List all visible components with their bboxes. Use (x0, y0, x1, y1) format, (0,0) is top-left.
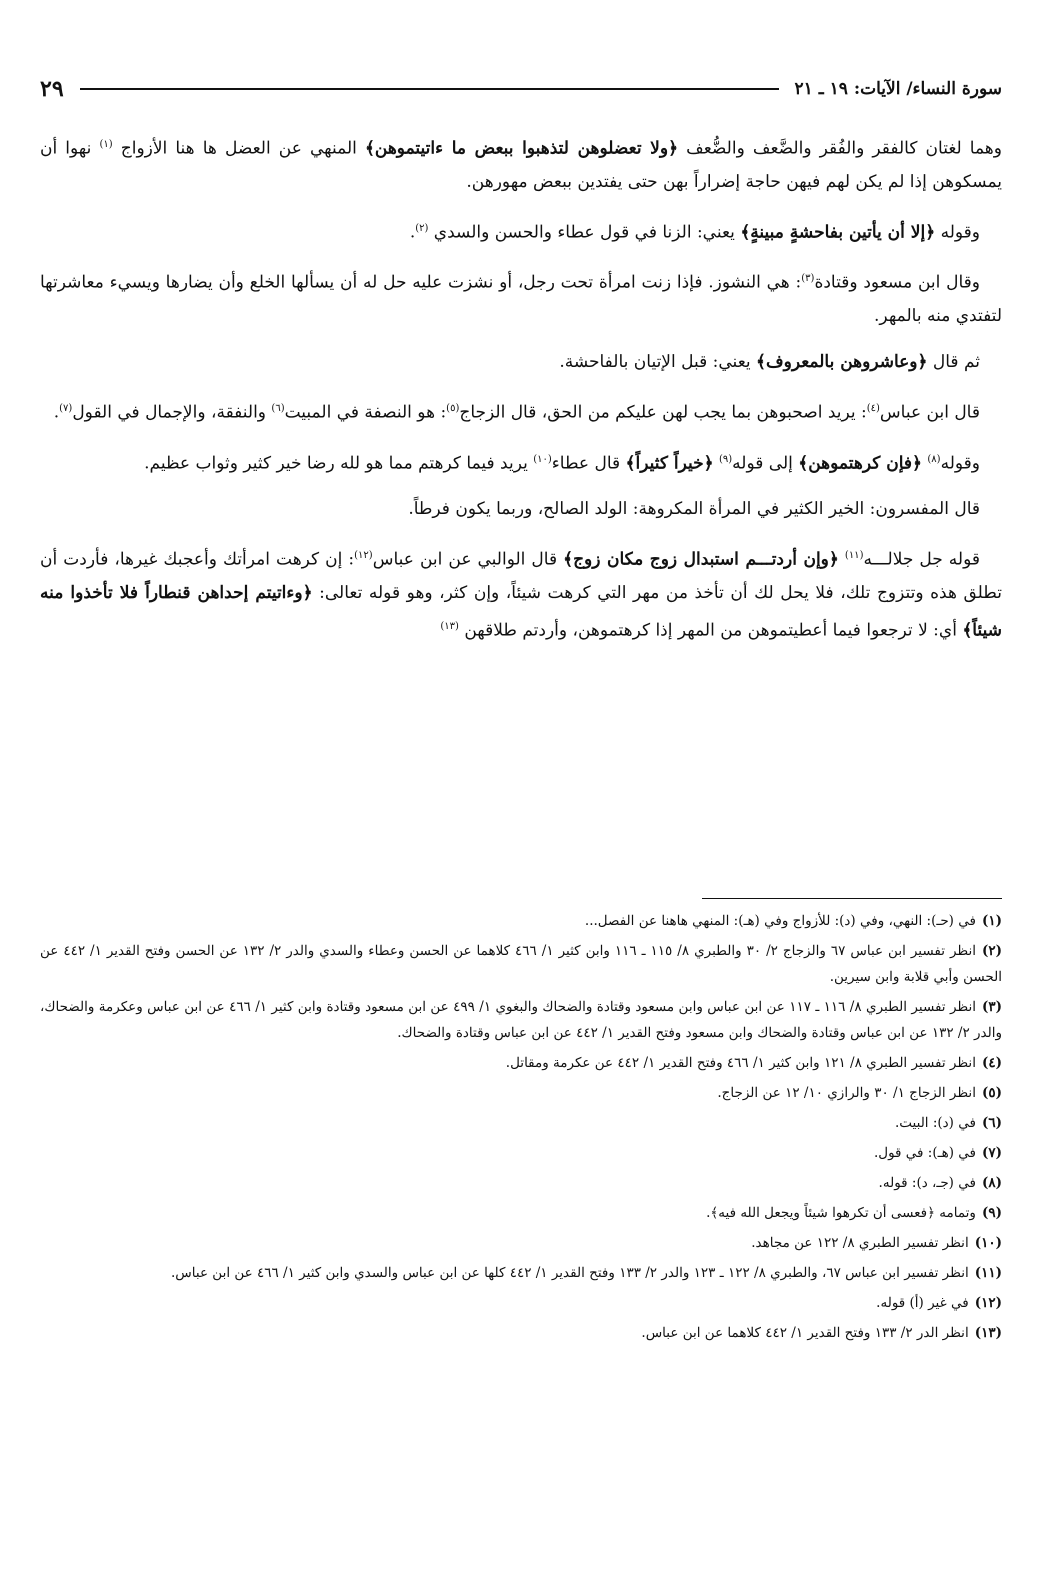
footnote-ref: (٥) (446, 402, 460, 414)
footnote-separator (702, 898, 1002, 899)
text-run: : يريد اصحبوهن بما يجب لهن عليكم من الحق، قال الزجاج (459, 402, 867, 423)
text-run: قال الوالبي عن ابن عباس (372, 549, 564, 570)
footnote-ref: (١٢) (354, 550, 373, 562)
text-run: قوله جل جلالـــه (863, 549, 981, 570)
text-run: . (409, 222, 416, 243)
quran-quote: ﴿إلا أن يأتين بفاحشةٍ مبينةٍ﴾ (740, 222, 936, 243)
footnote (40, 1050, 1002, 1076)
main-text (40, 128, 1002, 661)
quran-quote: ﴿فإن كرهتموهن﴾ (798, 453, 922, 474)
text-run: إلى قوله (732, 453, 799, 474)
text-run: قال المفسرون: الخير الكثير في المرأة المكروهة: الولد الصالح، وربما يكون فرطاً. (408, 499, 980, 520)
footnote-text: انظر تفسير الطبري ٨/ ١٢٢ عن مجاهد. (751, 1235, 969, 1251)
footnote-text: في (د): البيت. (895, 1115, 976, 1131)
text-run: : إن كرهت امرأتك وأعجبك غيرها، فأردت أن تطلق هذه وتتزوج تلك، فلا يحل لك أن تأخذ من مهر التي كرهت شيئاً، وإن كثر، وهو قوله تعالى: (40, 549, 1002, 603)
footnote-number: (٤) (981, 1055, 1002, 1071)
footnote-text: في (جـ، د): قوله. (878, 1175, 976, 1191)
quran-quote: ﴿ولا تعضلوهن لتذهبوا ببعض ما ءاتيتموهن﴾ (364, 138, 679, 159)
text-run: والنفقة، والإجمال في القول (72, 402, 272, 423)
footnote (40, 938, 1002, 990)
header-rule (80, 88, 779, 90)
paragraph (40, 443, 1002, 481)
footnote-ref: (٨) (927, 453, 941, 465)
book-page (40, 0, 1002, 1579)
footnote-text: انظر تفسير ابن عباس ٦٧، والطبري ٨/ ١٢٢ ـ ١٢٣ والدر ٢/ ١٣٣ وفتح القدير ١/ ٤٤٢ كلها عن ابن عباس والسدي وابن كثير ١/ ٤٦٦ عن ابن عباس. (170, 1265, 969, 1281)
footnote (40, 1140, 1002, 1166)
quran-quote: ﴿وإن أردتـــم استبدال زوج مكان زوج﴾ (563, 549, 839, 570)
footnotes (40, 908, 1002, 1350)
footnote-text: انظر الزجاج ١/ ٣٠ والرازي ١٠/ ١٢ عن الزجاج. (717, 1085, 976, 1101)
footnote (40, 1230, 1002, 1256)
footnote-text: في (حـ): النهي، وفي (د): للأزواج وفي (هـ): المنهي هاهنا عن الفصل... (584, 913, 976, 929)
text-run: المنهي عن العضل ها هنا الأزواج (112, 138, 365, 159)
paragraph (40, 539, 1002, 647)
footnote-ref: (٧) (59, 402, 73, 414)
footnote-text: في (هـ): في قول. (873, 1145, 976, 1161)
footnote-number: (٣) (981, 999, 1003, 1015)
footnote (40, 1110, 1002, 1136)
text-run: : هي النشوز. فإذا زنت امرأة تحت رجل، أو نشزت عليه حل له أن يسألها الخلع وأن يضارها ويسيء معاشرتها لتفتدي منه بالمهر. (40, 272, 1002, 326)
footnote-ref: (٢) (415, 222, 429, 234)
footnote-number: (٧) (981, 1145, 1002, 1161)
text-run: ثم قال (927, 351, 980, 372)
footnote-ref: (٤) (866, 402, 880, 414)
footnote (40, 908, 1002, 934)
text-run: . (53, 402, 60, 423)
text-run: نهوا أن يمسكوهن إذا لم يكن لهم فيهن حاجة إضراراً بهن حتى يفتدين ببعض مهورهن. (40, 138, 1002, 192)
footnote-number: (٥) (981, 1085, 1002, 1101)
footnote-ref: (١٣) (440, 620, 459, 632)
page-header (40, 72, 1002, 106)
footnote-ref: (٦) (271, 402, 285, 414)
text-run: يعني: قبل الإتيان بالفاحشة. (559, 351, 757, 372)
text-run: قال ابن عباس (879, 402, 980, 423)
footnote-ref: (٣) (801, 273, 815, 285)
footnote-text: انظر تفسير ابن عباس ٦٧ والزجاج ٢/ ٣٠ والطبري ٨/ ١١٥ ـ ١١٦ وابن كثير ١/ ٤٦٦ كلاهما عن الحسن وعطاء والسدي والدر ٢/ ١٣٢ عن الحسن وفتح القدير ١/ ٤٤٢ عن الحسن وأبي قلابة وابن سيرين. (40, 943, 1002, 985)
footnote-number: (٩) (981, 1205, 1002, 1221)
text-run: يريد فيما كرهتم مما هو لله رضا خير كثير وثواب عظيم. (144, 453, 534, 474)
footnote (40, 1200, 1002, 1226)
paragraph (40, 128, 1002, 199)
text-run: وهما لغتان كالفقر والفُقر والضَّعف والضُّعف (678, 138, 1002, 159)
footnote-text: في غير (أ) قوله. (876, 1295, 969, 1311)
footnote-number: (١) (981, 913, 1002, 929)
text-run: يعني: الزنا في قول عطاء والحسن والسدي (428, 222, 741, 243)
footnote-number: (١١) (974, 1265, 1002, 1281)
footnote-number: (١٢) (974, 1295, 1002, 1311)
footnote (40, 1290, 1002, 1316)
footnote (40, 994, 1002, 1046)
footnote-ref: (١٠) (533, 453, 552, 465)
footnote-number: (١٠) (974, 1235, 1002, 1251)
footnote (40, 1170, 1002, 1196)
footnote-number: (٨) (981, 1175, 1002, 1191)
paragraph (40, 392, 1002, 430)
footnote-text: انظر تفسير الطبري ٨/ ١١٦ ـ ١١٧ عن ابن عباس وابن مسعود وقتادة والضحاك والبغوي ١/ ٤٩٩ عن ابن مسعود وقتادة وابن كثير ١/ ٤٦٦ عن ابن عباس وعكرمة والضحاك، والدر ٢/ ١٣٢ عن ابن عباس وقتادة والضحاك وابن مسعود وفتح القدير ١/ ٤٤٢ عن ابن عباس وقتادة والضحاك. (40, 999, 1002, 1041)
footnote-number: (٢) (981, 943, 1003, 959)
footnote-ref: (١) (99, 139, 113, 150)
footnote-text: انظر الدر ٢/ ١٣٣ وفتح القدير ١/ ٤٤٢ كلاهما عن ابن عباس. (641, 1325, 969, 1341)
text-run: وقوله (935, 222, 980, 243)
quran-quote: ﴿خيراً كثيراً﴾ (625, 453, 714, 474)
paragraph (40, 262, 1002, 333)
footnote-text: وتمامه ﴿فعسى أن تكرهوا شيئاً ويجعل الله فيه﴾. (706, 1205, 976, 1221)
footnote (40, 1080, 1002, 1106)
text-run: قال عطاء (551, 453, 626, 474)
footnote (40, 1320, 1002, 1346)
text-run: وقوله (940, 453, 980, 474)
footnote (40, 1260, 1002, 1286)
running-title: سورة النساء/ الآيات: ١٩ ـ ٢١ (794, 79, 1002, 99)
text-run: وقال ابن مسعود وقتادة (814, 272, 980, 293)
quran-quote: ﴿وعاشروهن بالمعروف﴾ (756, 351, 928, 372)
text-run: أي: لا ترجعوا فيما أعطيتموهن من المهر إذا كرهتموهن، وأردتم طلاقهن (458, 620, 963, 641)
footnote-ref: (٩) (718, 453, 733, 465)
footnote-ref: (١١) (844, 550, 864, 562)
paragraph (40, 212, 1002, 250)
text-run: : هو النصفة في المبيت (284, 402, 447, 423)
paragraph (40, 493, 1002, 526)
footnote-text: انظر تفسير الطبري ٨/ ١٢١ وابن كثير ١/ ٤٦٦ وفتح القدير ١/ ٤٤٢ عن عكرمة ومقاتل. (505, 1055, 976, 1071)
footnote-number: (٦) (981, 1115, 1002, 1131)
quran-quote: ﴿وءاتيتم إحداهن قنطاراً فلا تأخذوا منه شيئاً﴾ (40, 582, 1002, 641)
paragraph (40, 346, 1002, 379)
footnote-number: (١٣) (974, 1325, 1002, 1341)
page-number: ٢٩ (40, 76, 64, 102)
